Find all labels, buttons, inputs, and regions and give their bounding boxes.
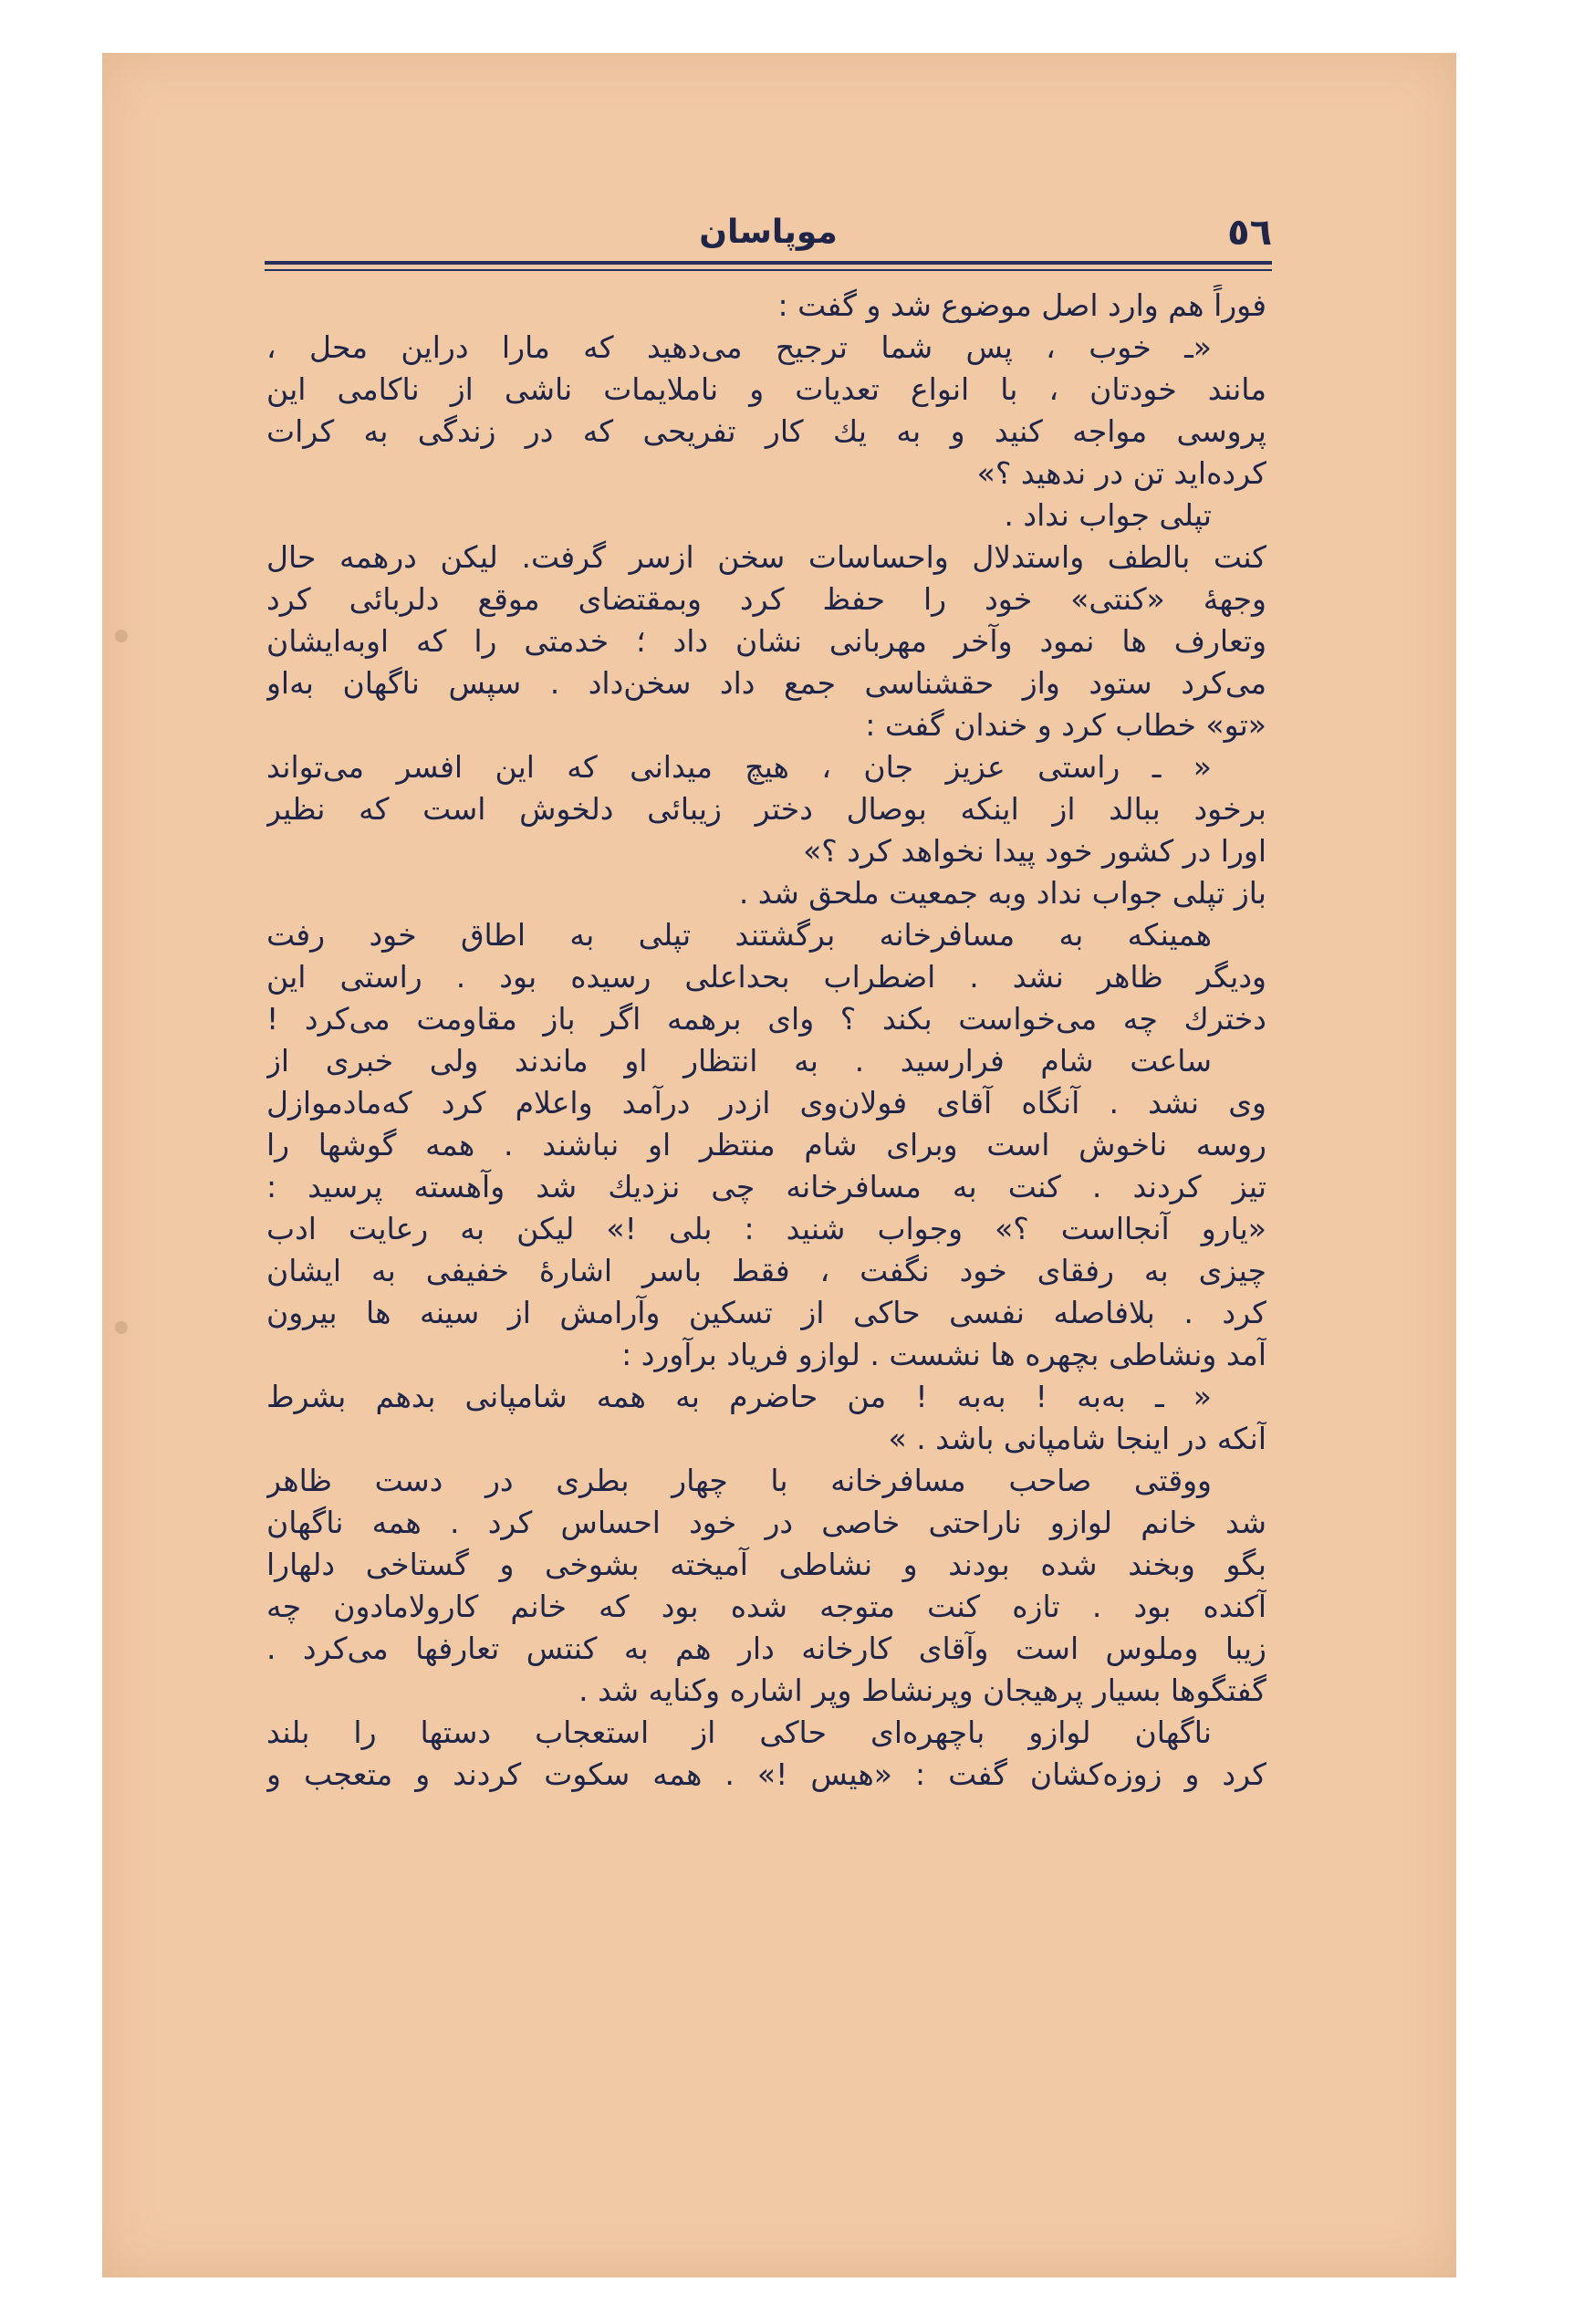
text-line: وی نشد . آنگاه آقای فولان‌وی ازدر درآمد واعلام کرد که‌مادموازل — [266, 1085, 1266, 1120]
page-header — [265, 205, 1272, 260]
text-line: وتعارف ها نمود وآخر مهربانی نشان داد ؛ خدمتی را که اوبه‌ایشان — [266, 623, 1266, 659]
text-line: ناگهان لوازو باچهره‌ای حاکی از استعجاب دستها را بلند — [266, 1714, 1212, 1750]
text-line: می‌کرد ستود واز حقشناسی جمع داد سخن‌داد . سپس ناگهان به‌او — [266, 665, 1266, 701]
text-line: «تو» خطاب کرد و خندان گفت : — [865, 707, 1266, 743]
text-line: چیزی به رفقای خود نگفت ، فقط باسر اشارهٔ خفیفی به ایشان — [266, 1253, 1266, 1288]
text-line: کرد . بلافاصله نفسی حاکی از تسکین وآرامش از سینه ها بیرون — [266, 1295, 1266, 1330]
page-number: ٥٦ — [1227, 212, 1272, 254]
header-rule-thick — [265, 261, 1272, 265]
binding-hole — [115, 1321, 128, 1334]
text-line: همینکه به مسافرخانه برگشتند تپلی به اطاق خود رفت — [266, 917, 1212, 953]
text-line: کرد و زوزه‌کشان گفت : «هیس !» . همه سکوت کردند و متعجب و — [266, 1756, 1266, 1792]
text-line: فوراً هم وارد اصل موضوع شد و گفت : — [777, 287, 1266, 323]
text-line: روسه ناخوش است وبرای شام منتظر او نباشند . همه گوشها را — [266, 1127, 1266, 1162]
text-line: « ـ راستی عزیز جان ، هیچ میدانی که این افسر می‌تواند — [266, 749, 1212, 785]
text-line: دخترك چه می‌خواست بکند ؟ وای برهمه اگر باز مقاومت می‌کرد ! — [266, 1001, 1266, 1037]
text-line: شد خانم لوازو ناراحتی خاصی در خود احساس کرد . همه ناگهان — [266, 1505, 1266, 1540]
text-line: گفتگوها بسیار پرهیجان وپرنشاط وپر اشاره وکنایه شد . — [578, 1673, 1266, 1708]
text-line: اورا در کشور خود پیدا نخواهد کرد ؟» — [803, 833, 1266, 869]
text-line: ساعت شام فرارسید . به انتظار او ماندند ولی خبری از — [266, 1043, 1212, 1079]
text-line: «ـ خوب ، پس شما ترجیح می‌دهید که مارا دراین محل ، — [266, 329, 1212, 365]
text-line: تپلی جواب نداد . — [1004, 497, 1212, 533]
body-text — [266, 285, 1266, 1796]
text-line: تیز کردند . کنت به مسافرخانه چی نزدیك شد وآهسته پرسید : — [266, 1169, 1266, 1204]
text-line: وجههٔ «کنتی» خود را حفظ کرد وبمقتضای موقع دلربائی کرد — [266, 581, 1266, 617]
text-line: زیبا وملوس است وآقای کارخانه دار هم به کنتس تعارفها می‌کرد . — [266, 1631, 1266, 1666]
text-line: کرده‌اید تن در ندهید ؟» — [976, 455, 1266, 491]
header-rule-thin — [265, 269, 1272, 271]
text-line: « ـ به‌به ! به‌به ! من حاضرم به همه شامپانی بدهم بشرط — [266, 1379, 1212, 1414]
text-line: آنکه در اینجا شامپانی باشد . » — [888, 1421, 1266, 1456]
text-line: پروسی مواجه کنید و به یك کار تفریحی که در زندگی به کرات — [266, 413, 1266, 449]
text-line: ووقتی صاحب مسافرخانه با چهار بطری در دست ظاهر — [266, 1463, 1212, 1498]
text-line: کنت بالطف واستدلال واحساسات سخن ازسر گرفت. لیکن درهمه حال — [266, 539, 1266, 575]
text-line: مانند خودتان ، با انواع تعدیات و ناملایمات ناشی از ناکامی این — [266, 371, 1266, 407]
text-line: برخود ببالد از اینکه بوصال دختر زیبائی دلخوش است که نظیر — [266, 791, 1266, 827]
text-line: باز تپلی جواب نداد وبه جمعیت ملحق شد . — [738, 875, 1266, 911]
text-line: وديگر ظاهر نشد . اضطراب بحداعلی رسیده بود . راستی این — [266, 959, 1266, 995]
text-line: آکنده بود . تازه کنت متوجه شده بود که خانم کارولامادون چه — [266, 1589, 1266, 1624]
text-line: بگو وبخند شده بودند و نشاطی آمیخته بشوخی و گستاخی دلهارا — [266, 1547, 1266, 1582]
text-line: آمد ونشاطی بچهره ها نشست . لوازو فریاد برآورد : — [621, 1337, 1266, 1372]
binding-hole — [115, 630, 128, 642]
text-line: «یارو آنجااست ؟» وجواب شنید : بلی !» لیکن به رعایت ادب — [266, 1211, 1266, 1246]
running-head-title: موپاسان — [699, 214, 838, 251]
